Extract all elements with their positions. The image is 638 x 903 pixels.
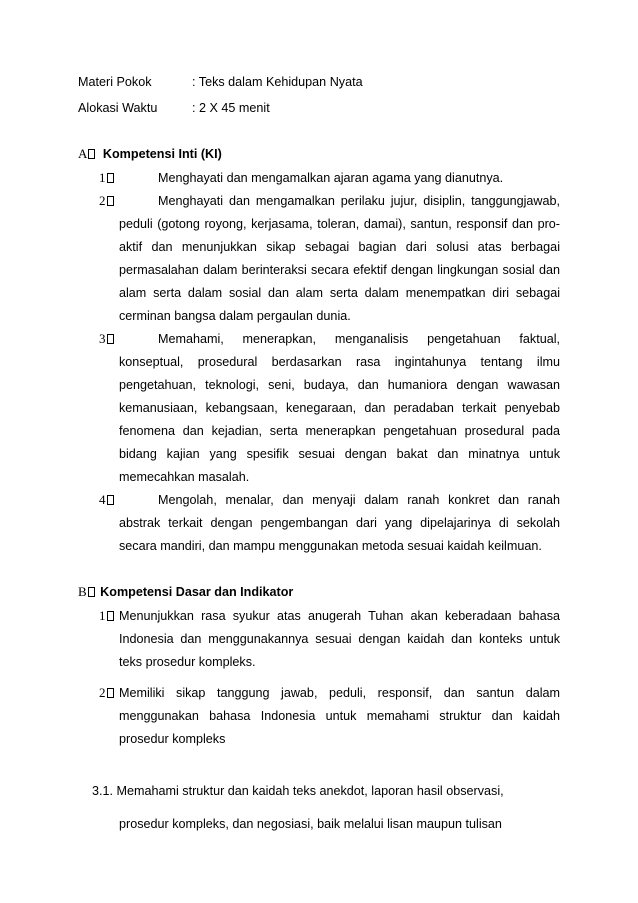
ki-4-number: 4 xyxy=(99,493,114,507)
kd-3-1-line-2: prosedur kompleks, dan negosiasi, baik melalui lisan maupun tulisan xyxy=(119,817,502,831)
bullet-box-icon xyxy=(107,611,114,621)
bullet-box-icon xyxy=(107,688,114,698)
kd-2-line-2: menggunakan bahasa Indonesia untuk memahami struktur dan kaidah xyxy=(119,709,560,723)
kd-1-number: 1 xyxy=(99,609,114,623)
ki-4-line-2: abstrak terkait dengan pengembangan dari yang dipelajarinya di sekolah xyxy=(119,516,560,530)
ki-3-number: 3 xyxy=(99,332,114,346)
kd-1-line-1: Menunjukkan rasa syukur atas anugerah Tuhan akan keberadaan bahasa xyxy=(119,609,560,623)
bullet-box-icon xyxy=(107,173,114,183)
meta-value-alokasi: : 2 X 45 menit xyxy=(192,101,270,115)
ki-3-line-5: fenomena dan kejadian, serta menerapkan pengetahuan prosedural pada xyxy=(119,424,560,438)
section-b-heading xyxy=(78,585,293,599)
section-b-title: Kompetensi Dasar dan Indikator xyxy=(100,585,294,599)
kd-1-line-3: teks prosedur kompleks. xyxy=(119,655,256,669)
section-b-letter: B xyxy=(78,584,87,599)
ki-2-line-1: Menghayati dan mengamalkan perilaku jujur, disiplin, tanggungjawab, xyxy=(158,194,560,208)
kd-2-line-1: Memiliki sikap tanggung jawab, peduli, responsif, dan santun dalam xyxy=(119,686,560,700)
ki-2-line-3: aktif dan menunjukkan sikap sebagai bagian dari solusi atas berbagai xyxy=(119,240,560,254)
kd-2-line-3: prosedur kompleks xyxy=(119,732,226,746)
section-a-heading xyxy=(78,147,222,161)
section-a-title: Kompetensi Inti (KI) xyxy=(102,147,222,161)
ki-2-line-4: permasalahan dalam berinteraksi secara efektif dengan lingkungan sosial dan xyxy=(119,263,560,277)
meta-label-materi: Materi Pokok xyxy=(78,75,152,89)
ki-4-line-3: secara mandiri, dan mampu menggunakan metoda sesuai kaidah keilmuan. xyxy=(119,539,542,553)
bullet-box-icon xyxy=(107,334,114,344)
ki-3-line-6: bidang kajian yang spesifik sesuai dengan bakat dan minatnya untuk xyxy=(119,447,560,461)
ki-3-line-3: pengetahuan, teknologi, seni, budaya, dan humaniora dengan wawasan xyxy=(119,378,560,392)
section-a-letter: A xyxy=(78,146,88,161)
ki-2-line-6: cerminan bangsa dalam pergaulan dunia. xyxy=(119,309,351,323)
bullet-box-icon xyxy=(88,587,95,597)
kd-1-line-2: Indonesia dan menggunakannya sesuai dengan kaidah dan konteks untuk xyxy=(119,632,560,646)
ki-1-text: Menghayati dan mengamalkan ajaran agama yang dianutnya. xyxy=(158,171,504,185)
kd-3-1-line-1: 3.1. Memahami struktur dan kaidah teks anekdot, laporan hasil observasi, xyxy=(92,784,504,798)
ki-1-number: 1 xyxy=(99,171,114,185)
ki-2-line-5: alam serta dalam sosial dan alam serta dalam menempatkan diri sebagai xyxy=(119,286,560,300)
ki-3-line-7: memecahkan masalah. xyxy=(119,470,250,484)
ki-3-line-2: konseptual, prosedural berdasarkan rasa ingintahunya tentang ilmu xyxy=(119,355,560,369)
ki-2-line-2: peduli (gotong royong, kerjasama, toleran, damai), santun, responsif dan pro- xyxy=(119,217,560,231)
bullet-box-icon xyxy=(107,495,114,505)
kd-2-number: 2 xyxy=(99,686,114,700)
ki-2-number: 2 xyxy=(99,194,114,208)
meta-label-alokasi: Alokasi Waktu xyxy=(78,101,158,115)
bullet-box-icon xyxy=(107,196,114,206)
ki-4-line-1: Mengolah, menalar, dan menyaji dalam ranah konkret dan ranah xyxy=(158,493,560,507)
ki-3-line-4: kemanusiaan, kebangsaan, kenegaraan, dan peradaban terkait penyebab xyxy=(119,401,560,415)
ki-3-line-1: Memahami, menerapkan, menganalisis pengetahuan faktual, xyxy=(158,332,560,346)
bullet-box-icon xyxy=(88,149,95,159)
meta-value-materi: : Teks dalam Kehidupan Nyata xyxy=(192,75,363,89)
